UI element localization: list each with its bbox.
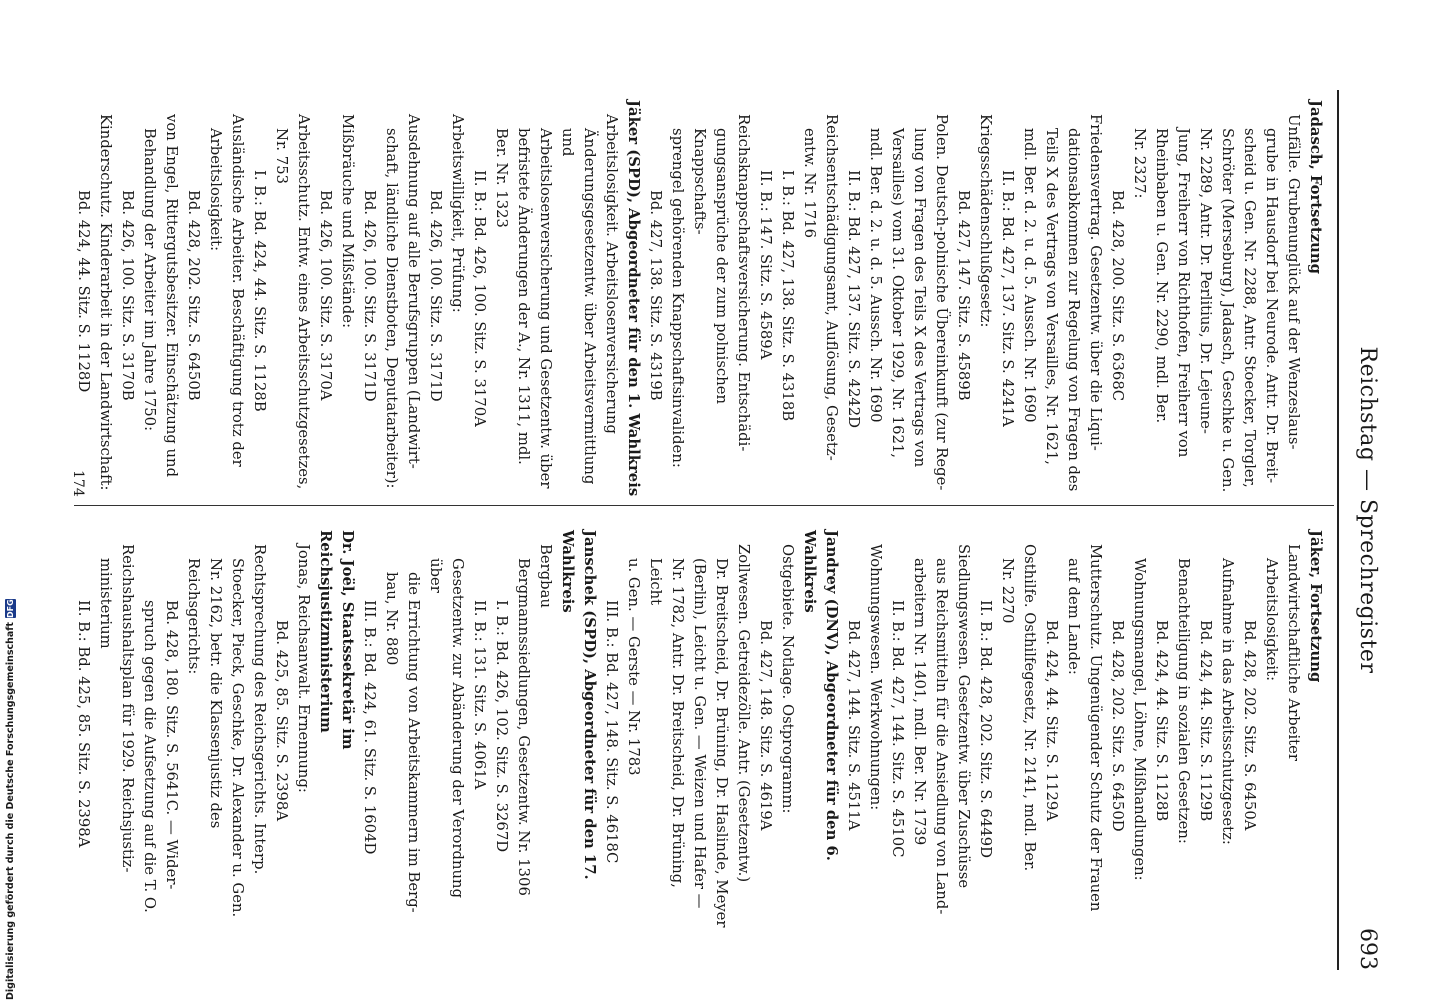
- entry-reference: Bd. 428, 200. Sitz. S. 6368C: [1109, 190, 1126, 402]
- entry-line: auf dem Lande:: [1065, 558, 1082, 675]
- entry-line: Osthilfe. Osthilfegesetz, Nr. 2141, mdl. Ber.: [1021, 544, 1038, 872]
- entry-reference: Bd. 428, 180. Sitz. S. 5641C. — Wider-: [163, 600, 180, 890]
- page-header: [1346, 70, 1386, 970]
- entry-line: Versailles) vom 31. Oktober 1929, Nr. 1621,: [889, 128, 906, 459]
- entry-reference: II. B.: Bd. 426, 100. Sitz. S. 3170A: [471, 170, 488, 427]
- entry-line: Jung, Freiherr von Richthofen, Freiherr von: [1175, 128, 1192, 458]
- entry-line: Nr. 753: [273, 128, 290, 185]
- credit-text: Digitalisierung gefördert durch die Deutsche Forschungsgemeinschaft: [4, 622, 16, 1000]
- entry-line: Jonas, Reichsanwalt. Ernennung:: [295, 544, 312, 793]
- entry-reference: Bd. 424, 44. Sitz. S. 1129B: [1197, 620, 1214, 822]
- entry-heading: Dr. Joël, Staatssekretär im Reichsjustizministerium: [317, 530, 356, 750]
- entry-reference: Bd. 424, 44. Sitz. S. 1128D: [75, 190, 92, 393]
- entry-reference: Bd. 427, 138. Sitz. S. 4319B: [647, 190, 664, 401]
- entry-reference: I. B.: Bd. 426, 102. Sitz. S. 3267D: [493, 600, 510, 853]
- entry-line: grube in Hausdorf bei Neurode. Antr. Dr. Breit-: [1263, 128, 1280, 484]
- entry-line: ministerium: [97, 558, 114, 649]
- entry-reference: Bd. 428, 202. Sitz. S. 6450A: [1241, 620, 1258, 831]
- entry-reference: Bd. 426, 100. Sitz. S. 3171D: [427, 190, 444, 402]
- entry-reference: Bd. 427, 144. Sitz. S. 4511A: [845, 620, 862, 831]
- entry-line: Wohnungsmangel, Löhne, Mißhandlungen:: [1131, 558, 1148, 881]
- column-divider: [74, 505, 1334, 506]
- entry-line: Bergmannssiedlungen, Gesetzentw. Nr. 1306: [515, 558, 532, 896]
- entry-line: sprengel gehörenden Knappschaftsinvaliden:: [669, 128, 686, 468]
- entry-line: Bergbau: [537, 544, 554, 608]
- entry-line: Polen. Deutsch-polnische Übereinkunft (zur Rege-: [933, 114, 950, 491]
- entry-line: Kinderschutz. Kinderarbeit in der Landwirtschaft:: [97, 114, 114, 491]
- entry-reference: II. B.: Bd. 425, 85. Sitz. S. 2398A: [75, 600, 92, 848]
- entry-reference: Bd. 427, 148. Sitz. S. 4619A: [757, 620, 774, 831]
- entry-line: Rheinbaben u. Gen. Nr. 2290, mdl. Ber.: [1153, 128, 1170, 424]
- entry-line: die Errichtung von Arbeitskammern im Berg-: [405, 572, 422, 913]
- entry-line: Friedensvertrag. Gesetzentw. über die Liqui-: [1087, 114, 1104, 451]
- entry-reference: I. B.: Bd. 424, 44. Sitz. S. 1128B: [251, 170, 268, 412]
- entry-line: Mutterschutz. Ungenügender Schutz der Frauen: [1087, 544, 1104, 912]
- entry-line: Nr. 1782, Antr. Dr. Breitscheid, Dr. Brüning, Leicht: [647, 558, 686, 888]
- entry-line: spruch gegen die Aufsetzung auf die T. O.: [141, 600, 158, 913]
- entry-line: Reichsentschädigungsamt, Auflösung, Gesetz-: [823, 114, 840, 461]
- entry-line: Siedlungswesen. Gesetzentw. über Zuschüsse: [955, 544, 972, 889]
- entry-heading: Jadasch, Fortsetzung: [1307, 100, 1324, 274]
- entry-line: u. Gen. — Gerste — Nr. 1783: [625, 558, 642, 776]
- entry-line: Nr. 2270: [999, 558, 1016, 624]
- entry-reference: I. B.: Bd. 427, 138. Sitz. S. 4318B: [779, 170, 796, 422]
- entry-line: Zollwesen. Getreidezölle. Antr. (Gesetzentw.): [735, 544, 752, 883]
- entry-line: schaft, ländliche Dienstboten, Deputatarbeiter):: [383, 128, 400, 489]
- entry-line: mdl. Ber. d. 2. u. d. 5. Aussch. Nr. 1690: [1021, 128, 1038, 423]
- entry-heading: Jäker (SPD), Abgeordneter für den 1. Wahlkreis: [625, 100, 642, 497]
- entry-reference: III. B.: Bd. 427, 148. Sitz. S. 4618C: [603, 600, 620, 864]
- entry-line: Nr. 2289, Antr. Dr. Perlitius, Dr. Lejeune-: [1197, 128, 1214, 434]
- entry-reference: II. B.: Bd. 427, 137. Sitz. S. 4241A: [999, 170, 1016, 427]
- header-title: Reichstag — Sprechregister: [1355, 346, 1380, 674]
- right-column: [72, 530, 1326, 930]
- entry-line: Schröter (Merseburg), Jadasch, Geschke u. Gen.: [1219, 128, 1236, 493]
- entry-line: lung von Fragen des Teils X des Vertrags von: [911, 128, 928, 468]
- entry-line: arbeitern Nr. 1401, mdl. Ber. Nr. 1739: [911, 558, 928, 846]
- entry-line: (Berlin), Leicht u. Gen. — Weizen und Hafer —: [691, 558, 708, 909]
- entry-reference: Bd. 428, 202. Sitz. S. 6450B: [185, 190, 202, 401]
- footer-page-number: 174: [70, 470, 86, 497]
- entry-line: bau, Nr. 880: [383, 572, 400, 666]
- entry-line: entw. Nr. 1716: [801, 128, 818, 239]
- entry-line: Behandlung der Arbeiter im Jahre 1750:: [141, 128, 158, 432]
- entry-reference: II. B.: Bd. 428, 202. Sitz. S. 6449D: [977, 600, 994, 858]
- entry-line: Ber. Nr. 1323: [493, 128, 510, 228]
- entry-line: Wohnungswesen. Werkwohnungen:: [867, 544, 884, 811]
- entry-line: Ausländische Arbeiter. Beschäftigung trotz der: [229, 114, 246, 467]
- entry-line: Arbeitsschutz. Entw. eines Arbeitsschutzgesetzes,: [295, 114, 312, 490]
- entry-reference: II. B.: 131. Sitz. S. 4061A: [471, 600, 488, 790]
- entry-line: Unfälle. Grubenunglück auf der Wenzeslaus-: [1285, 114, 1302, 450]
- entry-reference: Bd. 427, 147. Sitz. S. 4589B: [955, 190, 972, 401]
- entry-reference: Bd. 426, 100. Sitz. S. 3171D: [361, 190, 378, 402]
- entry-line: Landwirtschaftliche Arbeiter: [1285, 544, 1302, 761]
- entry-line: Änderungsgesetzentw. über Arbeitsvermittlung und: [559, 128, 598, 485]
- dfg-credit: [2, 599, 18, 1000]
- header-page-number: 693: [1355, 928, 1380, 970]
- entry-line: Nr. 2327:: [1131, 128, 1148, 199]
- dfg-logo-icon: DFG: [5, 599, 15, 619]
- entry-line: aus Reichsmitteln für die Ansiedlung von Land-: [933, 558, 950, 915]
- entry-reference: Bd. 424, 44. Sitz. S. 1128B: [1153, 620, 1170, 822]
- entry-line: Gesetzentw. zur Abänderung der Verordnung über: [427, 558, 466, 899]
- entry-reference: III. B.: Bd. 424, 61. Sitz. S. 1604D: [361, 600, 378, 855]
- entry-line: mdl. Ber. d. 2. u. d. 5. Aussch. Nr. 1690: [867, 128, 884, 423]
- entry-heading: Janschek (SPD), Abgeordneter für den 17. Wahlkreis: [559, 530, 598, 880]
- entry-reference: II. B.: Bd. 427, 137. Sitz. S. 4242D: [845, 170, 862, 428]
- entry-line: Arbeitslosigkeit:: [1263, 558, 1280, 682]
- entry-line: Rechtsprechung des Reichsgerichts. Interp.: [251, 544, 268, 875]
- left-column: [72, 100, 1326, 500]
- entry-line: Arbeitswilligkeit, Prüfung:: [449, 114, 466, 313]
- entry-line: von Engel, Rittergutsbesitzer. Einschätzung und: [163, 114, 180, 478]
- entry-line: dationsabkommen zur Regelung von Fragen des: [1065, 128, 1082, 492]
- entry-line: scheid u. Gen. Nr. 2288, Antr. Stoecker, Torgler,: [1241, 128, 1258, 488]
- entry-line: Mißbräuche und Mißstände:: [339, 114, 356, 329]
- header-rule: [1337, 90, 1339, 970]
- entry-line: Aufnahme in das Arbeitsschutzgesetz:: [1219, 558, 1236, 845]
- entry-reference: Bd. 426, 100. Sitz. S. 3170A: [317, 190, 334, 401]
- entry-line: Arbeitslosigkeit:: [207, 128, 224, 252]
- entry-reference: II. B.: Bd. 427, 144. Sitz. S. 4510C: [889, 600, 906, 858]
- entry-line: Kriegsschädenschlußgesetz:: [977, 114, 994, 328]
- entry-line: Benachteiligung in sozialen Gesetzen:: [1175, 558, 1192, 844]
- entry-line: gungsansprüche der zum polnischen Knappschafts-: [691, 128, 730, 405]
- entry-line: befristete Änderungen der A., Nr. 1311, mdl.: [515, 128, 532, 465]
- entry-line: Arbeitslosenversicherung und Gesetzentw. über: [537, 128, 554, 489]
- entry-line: Dr. Breitscheid, Dr. Brüning, Dr. Haslinde, Meyer: [713, 558, 730, 928]
- entry-line: Stoecker, Pieck, Geschke, Dr. Alexander u. Gen.: [229, 558, 246, 918]
- entry-line: Nr. 2162, betr. die Klassenjustiz des Reichsgerichts:: [185, 558, 224, 829]
- entry-reference: Bd. 426, 100. Sitz. S. 3170B: [119, 190, 136, 401]
- entry-line: Arbeitslosigkeit. Arbeitslosenversicherung: [603, 114, 620, 434]
- entry-reference: Bd. 425, 85. Sitz. S. 2398A: [273, 620, 290, 822]
- entry-line: Ostgebiete. Notlage. Ostprogramm:: [779, 544, 796, 814]
- entry-reference: II. B.: 147. Sitz. S. 4589A: [757, 170, 774, 360]
- entry-heading: Jäker, Fortsetzung: [1307, 530, 1324, 683]
- entry-line: Teils X des Vertrags von Versailles, Nr. 1621,: [1043, 128, 1060, 465]
- entry-line: Reichshaushaltsplan für 1929. Reichsjustiz-: [119, 544, 136, 873]
- entry-heading: Jandrey (DNV), Abgeordneter für den 6. Wahlkreis: [801, 530, 840, 861]
- entry-reference: Bd. 428, 202. Sitz. S. 6450D: [1109, 620, 1126, 832]
- entry-line: Reichsknappschaftsversicherung. Entschädi-: [735, 114, 752, 452]
- entry-line: Ausdehnung auf alle Berufsgruppen (Landwirt-: [405, 114, 422, 469]
- entry-reference: Bd. 424, 44. Sitz. S. 1129A: [1043, 620, 1060, 822]
